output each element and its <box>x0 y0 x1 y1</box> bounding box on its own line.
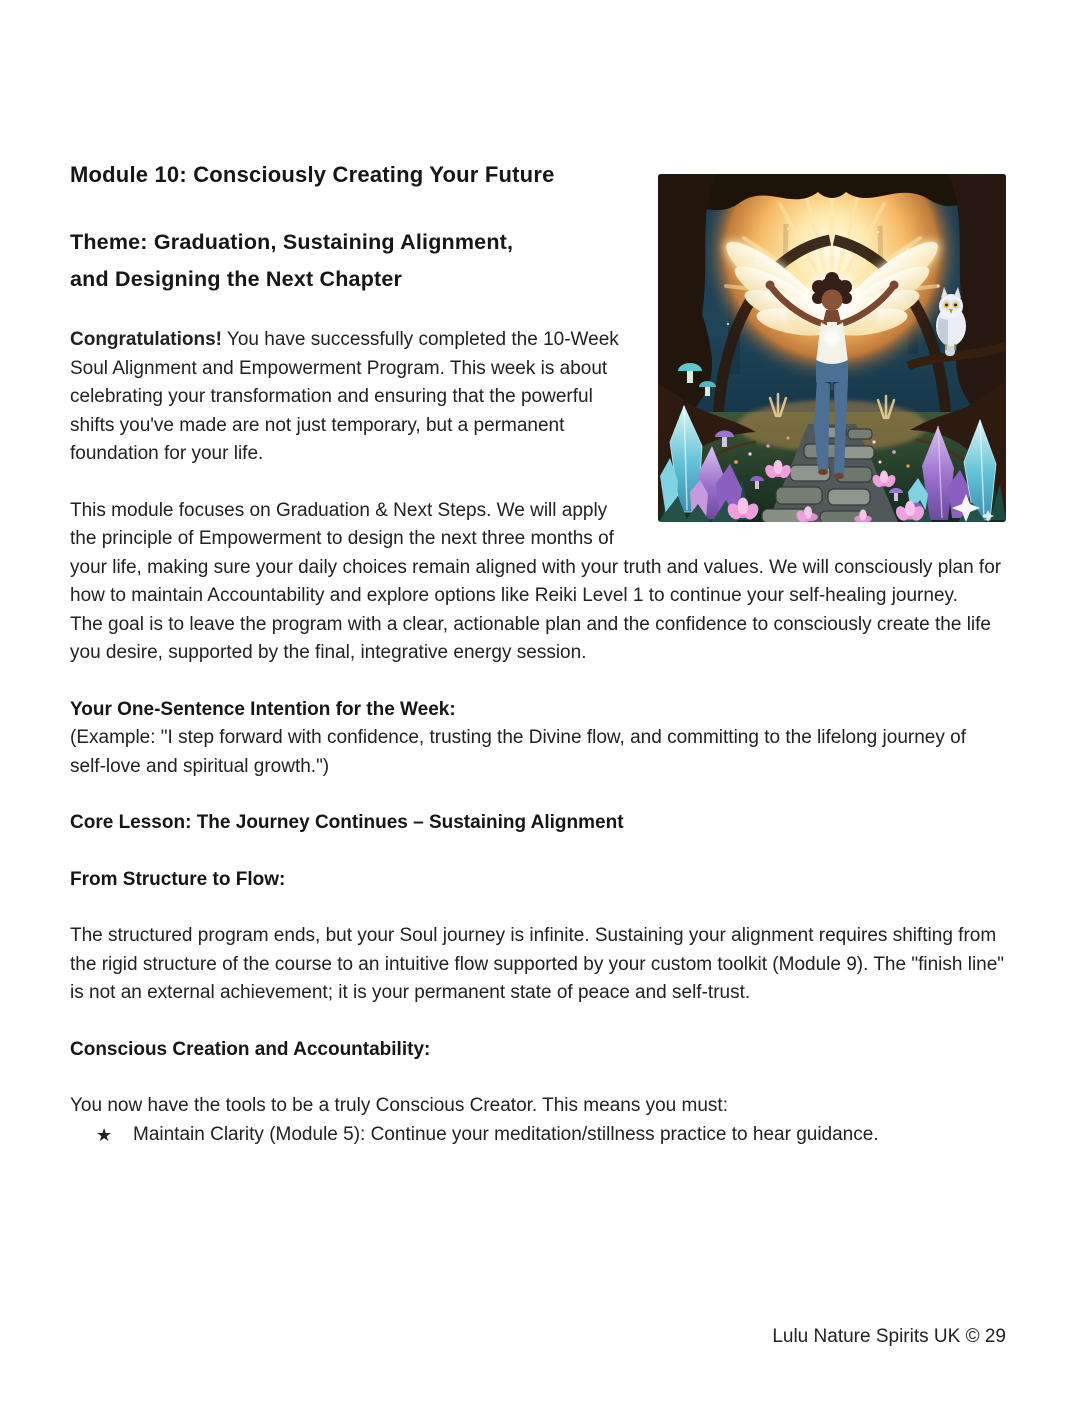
congratulations-lead: Congratulations! <box>70 329 222 350</box>
module-focus-paragraph: This module focuses on Graduation & Next Steps. We will apply the principle of Empowerment to design the next three months of your life, making sure your daily choices remain aligned with your truth and values. We will consciously plan for how to maintain Accountability and explore options like Reiki Level 1 to continue your self-healing journey. <box>70 499 1002 606</box>
list-item <box>70 1121 1006 1150</box>
document-content <box>70 160 1006 1149</box>
congratulations-text: You have successfully completed the 10-Week Soul Alignment and Empowerment Program. This week is about celebrating your transformation and ensuring that the powerful shifts you've made are not just temporary, but a permanent foundation for your life. <box>70 329 619 464</box>
core-lesson-heading: Core Lesson: The Journey Continues – Sustaining Alignment <box>70 812 624 833</box>
page-footer: Lulu Nature Spirits UK © 29 <box>772 1326 1006 1347</box>
bullet-list <box>70 1121 1006 1150</box>
theme-heading: Theme: Graduation, Sustaining Alignment, and Designing the Next Chapter <box>70 230 514 291</box>
goal-paragraph: The goal is to leave the program with a clear, actionable plan and the confidence to consciously create the life you desire, supported by the final, integrative energy session. <box>70 613 991 663</box>
star-bullet-icon: ★ <box>96 1124 113 1145</box>
list-item-text: Maintain Clarity (Module 5): Continue your meditation/stillness practice to hear guidance. <box>133 1123 879 1145</box>
intention-example: (Example: "I step forward with confidence, trusting the Divine flow, and committing to the lifelong journey of self-love and spiritual growth.") <box>70 727 966 777</box>
illustration-canvas <box>658 174 1006 522</box>
page-title: Module 10: Consciously Creating Your Future <box>70 162 555 187</box>
winged-woman-forest-illustration <box>658 174 1006 522</box>
structure-to-flow-paragraph: The structured program ends, but your Soul journey is infinite. Sustaining your alignment requires shifting from the rigid structure of the course to an intuitive flow supported by your custom toolkit (Module 9). The "finish line" is not an external achievement; it is your permanent state of peace and self-trust. <box>70 925 1005 1003</box>
structure-to-flow-heading: From Structure to Flow: <box>70 868 286 890</box>
conscious-creation-intro: You now have the tools to be a truly Conscious Creator. This means you must: <box>70 1095 728 1116</box>
conscious-creation-heading: Conscious Creation and Accountability: <box>70 1038 431 1060</box>
intention-heading: Your One-Sentence Intention for the Week: <box>70 698 456 720</box>
